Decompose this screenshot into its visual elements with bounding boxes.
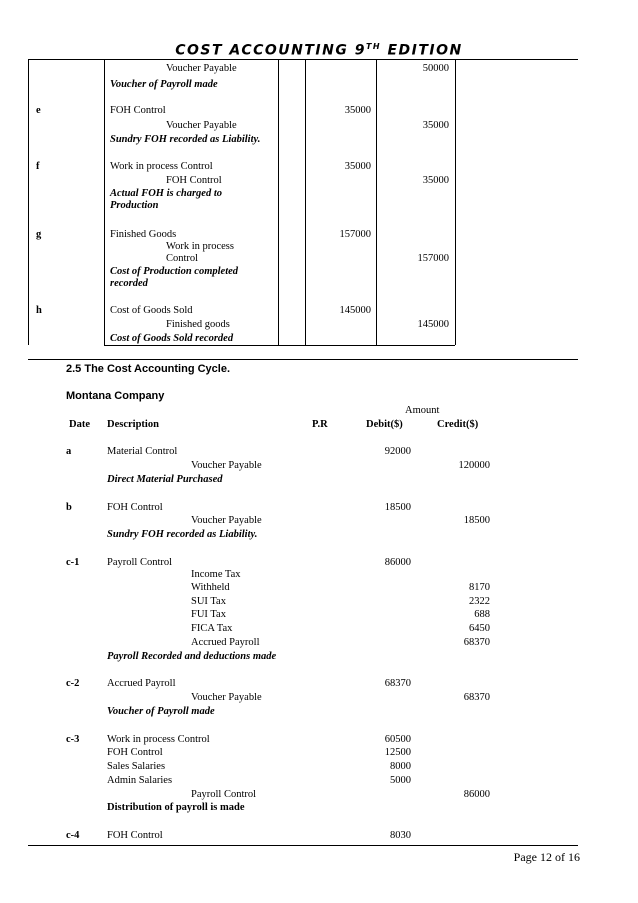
section-rule bbox=[28, 359, 578, 360]
entry-date: c-3 bbox=[66, 734, 80, 745]
top-row-letter: e bbox=[36, 105, 41, 116]
col-debit: Debit($) bbox=[366, 419, 403, 430]
entry-debit: 92000 bbox=[384, 446, 411, 457]
top-row-memo: recorded bbox=[110, 278, 148, 289]
entry-date: c-2 bbox=[66, 678, 80, 689]
debit-account: Admin Salaries bbox=[107, 775, 173, 786]
footer-rule bbox=[28, 845, 578, 846]
credit-amount: 68370 bbox=[463, 637, 490, 648]
credit-amount: 6450 bbox=[469, 623, 490, 634]
entry-debit-account: Accrued Payroll bbox=[107, 678, 176, 689]
entry-memo: Sundry FOH recorded as Liability. bbox=[107, 529, 258, 540]
top-row-letter: h bbox=[36, 305, 42, 316]
top-row-desc: FOH Control bbox=[110, 105, 166, 116]
top-row-memo: Actual FOH is charged to bbox=[110, 188, 223, 199]
entry-memo: Payroll Recorded and deductions made bbox=[107, 651, 277, 662]
entry-memo: Distribution of payroll is made bbox=[107, 802, 245, 813]
top-row-memo: Cost of Production completed bbox=[110, 266, 239, 277]
credit-account: SUI Tax bbox=[191, 596, 226, 607]
entry-debit: 86000 bbox=[384, 557, 411, 568]
credit-account: FUI Tax bbox=[191, 609, 226, 620]
entry-memo: Voucher of Payroll made bbox=[107, 706, 215, 717]
entry-debit-account: FOH Control bbox=[107, 502, 163, 513]
credit-amount: 8170 bbox=[469, 582, 490, 593]
top-row-desc: Work in process Control bbox=[110, 161, 213, 172]
debit-amount: 5000 bbox=[390, 775, 411, 786]
entry-debit: 8030 bbox=[390, 830, 411, 841]
entry-debit-account: FOH Control bbox=[107, 830, 163, 841]
entry-debit: 68370 bbox=[384, 678, 411, 689]
top-row-desc: Finished goods bbox=[166, 319, 230, 330]
col-description: Description bbox=[107, 419, 159, 430]
top-row-letter: f bbox=[36, 161, 40, 172]
entry-credit-account: Voucher Payable bbox=[191, 515, 262, 526]
entry-debit-account: Material Control bbox=[107, 446, 178, 457]
top-row-credit: 35000 bbox=[422, 120, 449, 131]
entry-date: c-4 bbox=[66, 830, 80, 841]
top-row-letter: g bbox=[36, 229, 42, 240]
company-name: Montana Company bbox=[66, 390, 165, 402]
top-row-desc: Voucher Payable bbox=[166, 63, 237, 74]
col-credit: Credit($) bbox=[437, 419, 479, 430]
top-row-credit: 157000 bbox=[417, 253, 449, 264]
header-rule bbox=[28, 59, 578, 60]
entry-credit: 86000 bbox=[463, 789, 490, 800]
credit-account: Accrued Payroll bbox=[191, 637, 260, 648]
debit-account: Sales Salaries bbox=[107, 761, 166, 772]
top-row-credit: 145000 bbox=[417, 319, 449, 330]
credit-amount: 688 bbox=[474, 609, 490, 620]
entry-date: a bbox=[66, 446, 72, 457]
entry-credit-account: Voucher Payable bbox=[191, 460, 262, 471]
col-pr: P.R bbox=[312, 419, 328, 430]
entry-credit-account: Payroll Control bbox=[191, 789, 257, 800]
top-row-debit: 145000 bbox=[339, 305, 371, 316]
entry-credit: 18500 bbox=[463, 515, 490, 526]
entry-memo: Direct Material Purchased bbox=[107, 474, 223, 485]
top-row-desc: FOH Control bbox=[166, 175, 222, 186]
page-header-title: COST ACCOUNTING 9TH EDITION bbox=[175, 42, 463, 59]
top-row-debit: 157000 bbox=[339, 229, 371, 240]
entry-date: c-1 bbox=[66, 557, 80, 568]
debit-account: Work in process Control bbox=[107, 734, 210, 745]
debit-amount: 60500 bbox=[384, 734, 411, 745]
top-row-memo: Production bbox=[110, 200, 159, 211]
credit-account: FICA Tax bbox=[191, 623, 233, 634]
top-row-debit: 35000 bbox=[344, 161, 371, 172]
col-date: Date bbox=[69, 419, 90, 430]
entry-credit-account: Voucher Payable bbox=[191, 692, 262, 703]
entry-debit: 18500 bbox=[384, 502, 411, 513]
credit-amount: 2322 bbox=[469, 596, 490, 607]
top-row-memo: Voucher of Payroll made bbox=[110, 79, 218, 90]
entry-credit: 68370 bbox=[463, 692, 490, 703]
top-row-desc: Cost of Goods Sold bbox=[110, 305, 193, 316]
amount-label: Amount bbox=[405, 405, 440, 416]
top-row-debit: 35000 bbox=[344, 105, 371, 116]
top-row-desc: Control bbox=[166, 253, 199, 264]
top-row-memo: Cost of Goods Sold recorded bbox=[110, 333, 234, 344]
debit-amount: 8000 bbox=[390, 761, 411, 772]
debit-amount: 12500 bbox=[384, 747, 411, 758]
top-row-desc: Finished Goods bbox=[110, 229, 177, 240]
top-row-desc: Voucher Payable bbox=[166, 120, 237, 131]
entry-credit: 120000 bbox=[458, 460, 490, 471]
debit-account: FOH Control bbox=[107, 747, 163, 758]
top-row-credit: 50000 bbox=[422, 63, 449, 74]
top-row-desc: Work in process bbox=[166, 241, 234, 252]
page-number: Page 12 of 16 bbox=[513, 850, 580, 864]
credit-account: Income Tax bbox=[191, 569, 241, 580]
top-row-memo: Sundry FOH recorded as Liability. bbox=[110, 134, 261, 145]
credit-account: Withheld bbox=[191, 582, 230, 593]
top-row-credit: 35000 bbox=[422, 175, 449, 186]
section-heading: 2.5 The Cost Accounting Cycle. bbox=[66, 363, 231, 375]
entry-date: b bbox=[66, 502, 72, 513]
entry-debit-account: Payroll Control bbox=[107, 557, 173, 568]
